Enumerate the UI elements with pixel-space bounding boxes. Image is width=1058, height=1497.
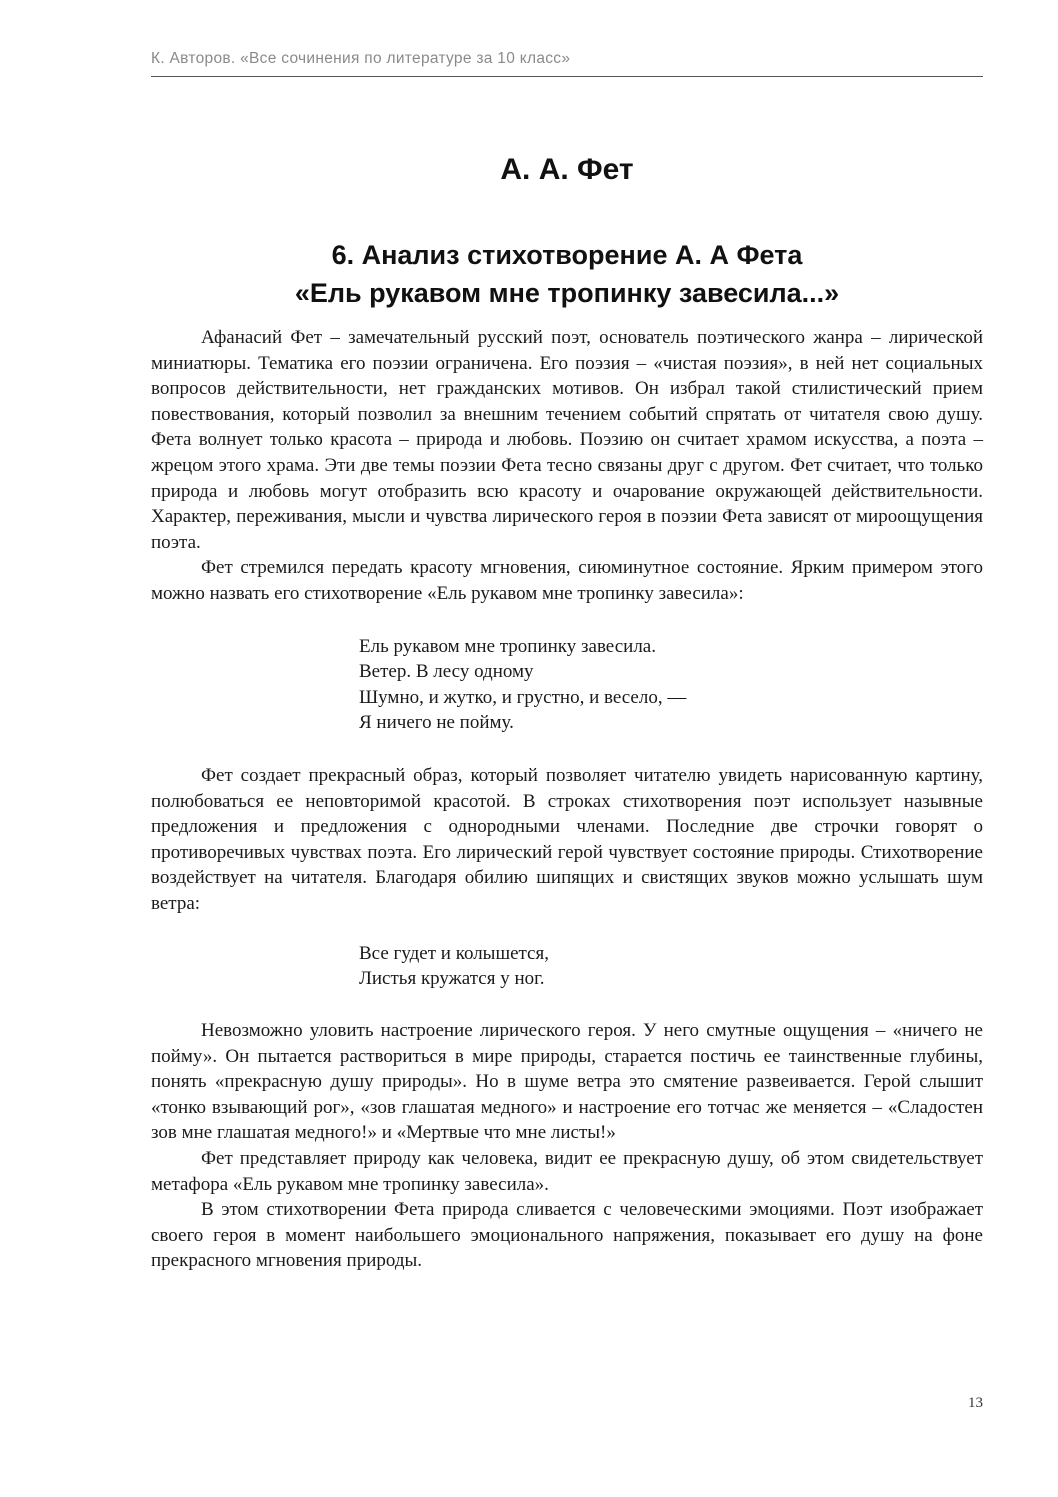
text-block-1	[151, 325, 983, 607]
poem-line: Все гудет и колышется,	[359, 943, 549, 964]
header-divider	[151, 76, 983, 77]
paragraph: В этом стихотворении Фета природа сливается с человеческими эмоциями. Поэт изображает своего героя в момент наибольшего эмоционального напряжения, показывает его душу на фоне прекрасного мгновения природы.	[151, 1199, 983, 1272]
section-title	[151, 236, 983, 312]
paragraph: Фет стремился передать красоту мгновения, сиюминутное состояние. Ярким примером этого можно назвать его стихотворение «Ель рукавом мне тропинку завесила»:	[151, 557, 983, 604]
poem-quote-2	[359, 941, 549, 992]
poem-line: Шумно, и жутко, и грустно, и весело, —	[359, 686, 687, 708]
chapter-title: А. А. Фет	[500, 153, 634, 186]
paragraph: Фет создает прекрасный образ, который позволяет читателю увидеть нарисованную картину, полюбоваться ее неповторимой красотой. В строках стихотворения поэт использует назывные предложения и предложения с однородными членами. Последние две строчки говорят о противоречивых чувствах поэта. Его лирический герой чувствует состояние природы. Стихотворение воздействует на читателя. Благодаря обилию шипящих и свистящих звуков можно услышать шум ветра:	[151, 765, 983, 914]
poem-line: Я ничего не пойму.	[359, 712, 514, 734]
poem-line: Ветер. В лесу одному	[359, 661, 534, 683]
paragraph: Афанасий Фет – замечательный русский поэт, основатель поэтического жанра – лирической миниатюры. Тематика его поэзии ограничена. Его поэзия – «чистая поэзия», в ней нет социальных вопросов действительности, нет гражданских мотивов. Он избрал такой стилистический прием повествования, который позволил за внешним течением событий спрятать от читателя свою душу. Фета волнует только красота – природа и любовь. Поэзию он считает храмом искусства, а поэта – жрецом этого храма. Эти две темы поэзии Фета тесно связаны друг с другом. Фет считает, что только природа и любовь могут отобразить всю красоту и очарование окружающей действительности. Характер, переживания, мысли и чувства лирического героя в поэзии Фета зависят от мироощущения поэта.	[151, 327, 983, 553]
text-block-2	[151, 763, 983, 917]
section-title-line-2: «Ель рукавом мне тропинку завесила...»	[294, 278, 840, 308]
poem-quote-1	[359, 634, 686, 736]
section-title-line-1: 6. Анализ стихотворение А. А Фета	[331, 240, 803, 270]
text-block-3	[151, 1018, 983, 1274]
poem-line: Ель рукавом мне тропинку завесила.	[359, 636, 656, 657]
poem-line: Листья кружатся у ног.	[359, 968, 545, 990]
paragraph: Фет представляет природу как человека, видит ее прекрасную душу, об этом свидетельствует метафора «Ель рукавом мне тропинку завесила».	[151, 1147, 983, 1195]
running-header: К. Авторов. «Все сочинения по литературе за 10 класс»	[151, 50, 571, 67]
paragraph: Невозможно уловить настроение лирического героя. У него смутные ощущения – «ничего не пойму». Он пытается раствориться в мире природы, старается постичь ее таинственные глубины, понять «прекрасную душу природы». Но в шуме ветра это смятение развеивается. Герой слышит «тонко взывающий рог», «зов глашатая медного» и настроение его тотчас же меняется – «Сладостен зов мне глашатая медного!» и «Мертвые что мне листы!»	[151, 1020, 983, 1144]
page-number: 13	[968, 1395, 983, 1411]
